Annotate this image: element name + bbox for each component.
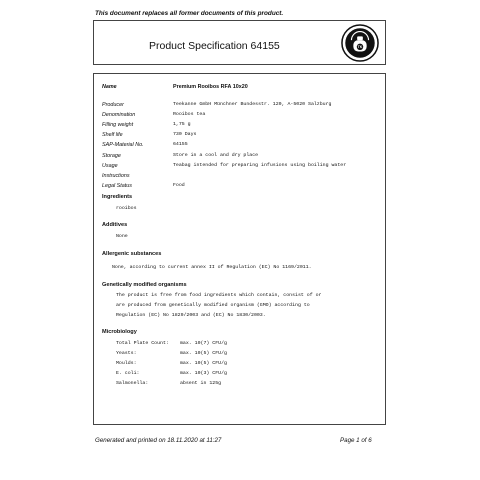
gmo-text-line: Regulation (EC) No 1829/2003 and (EC) No 1830/2003.	[116, 313, 266, 318]
field-row	[102, 122, 191, 128]
allergenic-text: None, according to current annex II of Regulation (EC) No 1169/2011.	[112, 265, 312, 270]
ingredients-text: rooibos	[116, 206, 137, 211]
microbiology-heading: Microbiology	[102, 329, 137, 335]
field-label: Instructions	[102, 173, 130, 179]
field-value: Rooibos tea	[173, 112, 206, 117]
gmo-text-line: The product is free from food ingredients which contain, consist of or	[116, 293, 322, 298]
micro-name: Yeasts:	[116, 351, 137, 356]
field-value: Store in a cool and dry place	[173, 153, 259, 158]
field-value: 64155	[173, 142, 188, 147]
additives-text: None	[116, 234, 128, 239]
name-row	[102, 84, 248, 90]
field-row	[102, 173, 130, 179]
replacement-notice: This document replaces all former documents of this product.	[95, 10, 284, 17]
field-label: Storage	[102, 153, 121, 159]
field-row	[102, 112, 206, 118]
field-label: SAP-Material No.	[102, 142, 144, 148]
header-box	[93, 20, 386, 65]
additives-heading: Additives	[102, 222, 128, 228]
micro-value: max. 10(3) CFU/g	[180, 371, 227, 376]
field-label: Filling weight	[102, 122, 134, 128]
field-value: 1,75 g	[173, 122, 191, 127]
gmo-heading: Genetically modified organisms	[102, 282, 187, 288]
ingredients-heading: Ingredients	[102, 194, 133, 200]
micro-value: max. 10(7) CFU/g	[180, 341, 227, 346]
page-number: Page 1 of 6	[340, 437, 372, 444]
teekanne-logo-icon	[341, 24, 379, 62]
field-label: Producer	[102, 102, 124, 108]
field-label: Denomination	[102, 112, 136, 118]
field-label: Shelf life	[102, 132, 123, 138]
micro-name: E. coli:	[116, 371, 140, 376]
svg-text:TK: TK	[357, 45, 363, 50]
field-row	[102, 163, 347, 169]
micro-name: Salmonella:	[116, 381, 149, 386]
field-row	[102, 153, 259, 159]
allergenic-heading: Allergenic substances	[102, 251, 162, 257]
field-value: Teabag intended for preparing infusions using boiling water	[173, 163, 347, 168]
micro-name: Moulds:	[116, 361, 137, 366]
field-row	[102, 132, 197, 138]
micro-value: absent in 125g	[180, 381, 222, 386]
name-label: Name	[102, 84, 117, 90]
gmo-text-line: are produced from genetically modified organism (GMO) according to	[116, 303, 310, 308]
micro-value: max. 10(5) CFU/g	[180, 351, 227, 356]
field-row	[102, 183, 185, 189]
page-title: Product Specification 64155	[149, 40, 280, 52]
micro-value: max. 10(5) CFU/g	[180, 361, 227, 366]
field-label: Usage	[102, 163, 118, 169]
field-value: Food	[173, 183, 185, 188]
specification-body	[93, 73, 386, 425]
field-value: 730 Days	[173, 132, 197, 137]
field-value: Teekanne GmbH Münchner Bundesstr. 120, A-5020 Salzburg	[173, 102, 332, 107]
field-row	[102, 102, 332, 108]
field-label: Legal Status	[102, 183, 132, 189]
field-row	[102, 142, 188, 148]
generated-timestamp: Generated and printed on 18.11.2020 at 11:27	[95, 437, 222, 444]
micro-name: Total Plate Count:	[116, 341, 169, 346]
name-value: Premium Rooibos RFA 10x20	[173, 84, 248, 90]
